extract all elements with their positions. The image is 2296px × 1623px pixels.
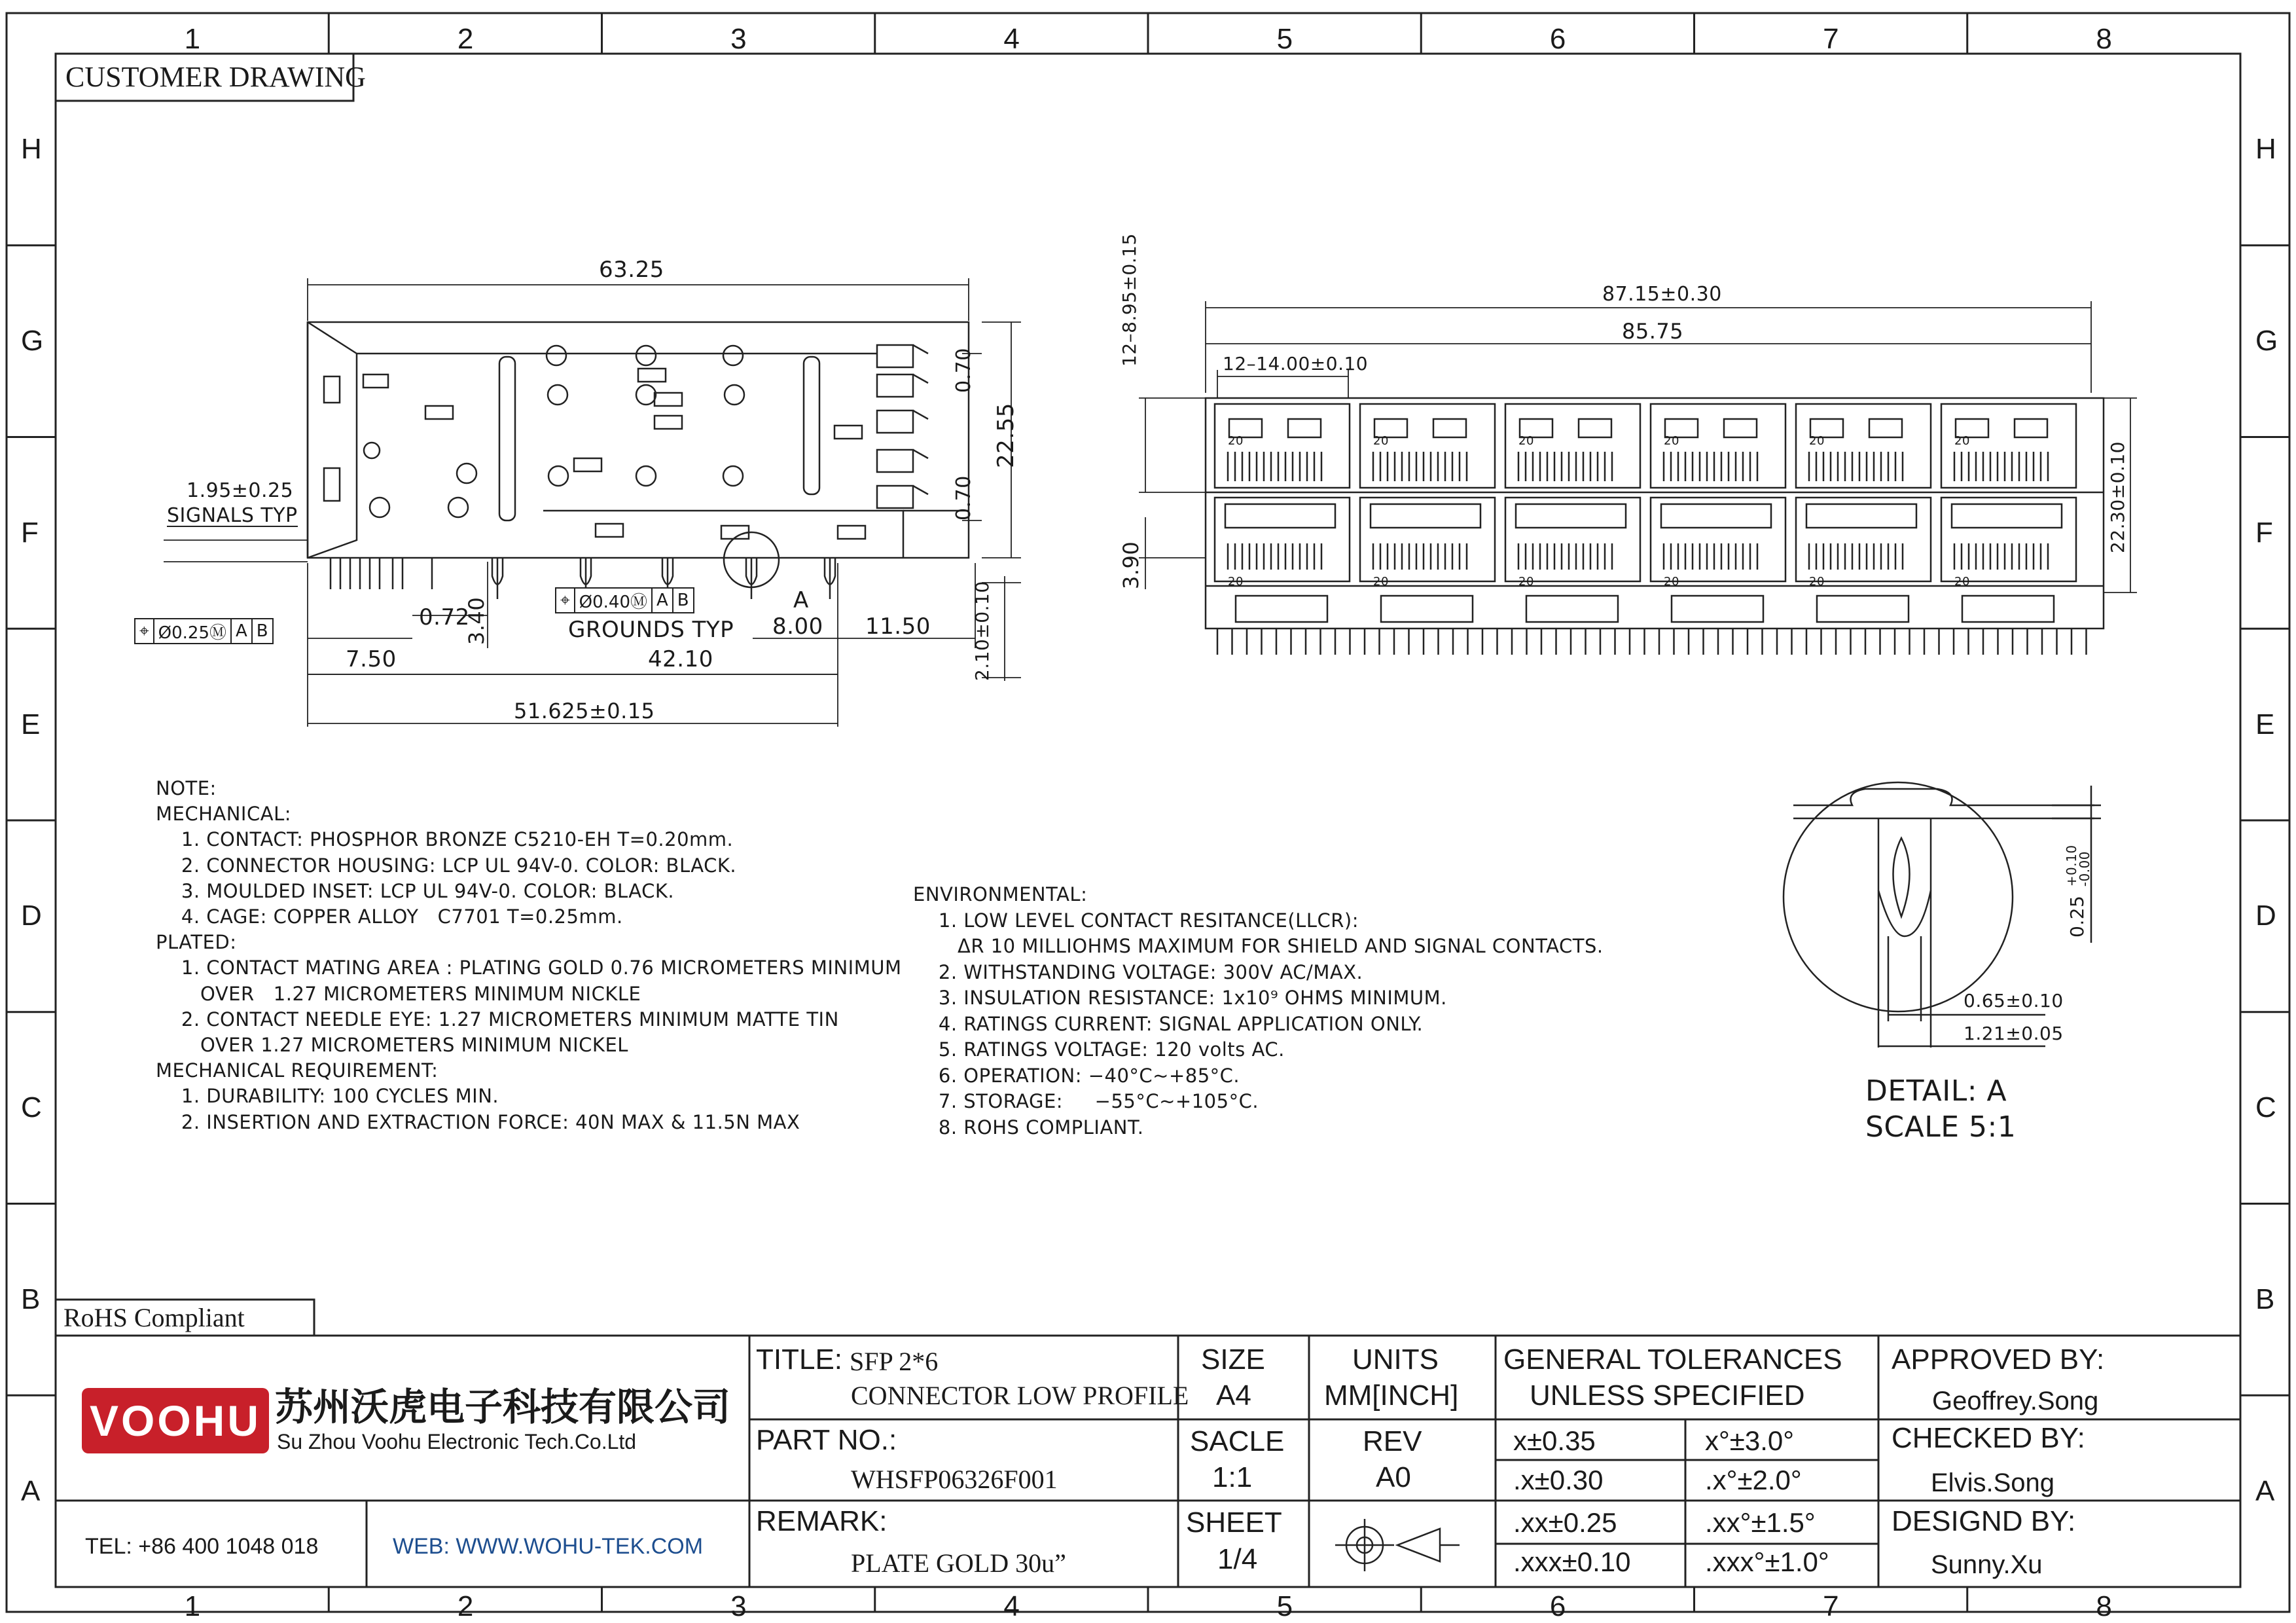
zone-row-G: G [21, 325, 44, 357]
tolerance-header-1: GENERAL TOLERANCES [1503, 1343, 1842, 1376]
zone-row-B: B [21, 1283, 41, 1315]
zone-column-4: 4 [1003, 23, 1020, 55]
dim-025: 0.25 +0.10 -0.00 [2064, 845, 2092, 938]
note-line: 8. ROHS COMPLIANT. [913, 1116, 1144, 1139]
tolerance-header-2: UNLESS SPECIFIED [1530, 1379, 1805, 1412]
detail-scale: SCALE 5:1 [1865, 1110, 2017, 1144]
zone-row-A: A [2255, 1474, 2275, 1507]
company-name-en: Su Zhou Voohu Electronic Tech.Co.Ltd [277, 1430, 637, 1453]
sheet-value: 1/4 [1217, 1543, 1258, 1575]
sheet-label: SHEET [1186, 1506, 1282, 1539]
title-line1: SFP 2*6 [850, 1347, 939, 1376]
pin-number-label: 20 [1518, 434, 1534, 448]
tolerance-cell: .xxx°±1.0° [1705, 1546, 1829, 1577]
rev-label: REV [1363, 1425, 1422, 1457]
dim-12-1400: 12–14.00±0.10 [1223, 353, 1369, 374]
dim-065: 0.65±0.10 [1964, 990, 2064, 1012]
note-line: MECHANICAL: [156, 803, 291, 826]
zone-column-8: 8 [2096, 1590, 2112, 1622]
dim-121: 1.21±0.05 [1964, 1023, 2064, 1044]
zone-column-3: 3 [730, 23, 747, 55]
projection-symbol [1335, 1519, 1460, 1571]
pin-number-label: 20 [1664, 575, 1679, 589]
note-line: MECHANICAL REQUIREMENT: [156, 1059, 439, 1082]
position-icon: ⌖ [135, 619, 154, 643]
note-line: 4. RATINGS CURRENT: SIGNAL APPLICATION ONLY. [913, 1012, 1424, 1035]
checked-label: CHECKED BY: [1892, 1422, 2085, 1454]
pin-number-label: 20 [1809, 434, 1825, 448]
note-line: 2. CONNECTOR HOUSING: LCP UL 94V-0. COLOR: BLACK. [156, 854, 737, 877]
tolerance-cell: x±0.35 [1513, 1425, 1596, 1456]
zone-column-5: 5 [1276, 23, 1293, 55]
zone-column-1: 1 [184, 23, 201, 55]
tolerance-cell: .xx°±1.5° [1705, 1507, 1816, 1538]
zone-row-D: D [21, 900, 42, 932]
logo-text: VOOHU [89, 1396, 262, 1445]
company-name-cn: 苏州沃虎电子科技有限公司 [275, 1385, 731, 1429]
tolerance-cell: .xxx±0.10 [1513, 1546, 1631, 1577]
note-line: 1. DURABILITY: 100 CYCLES MIN. [156, 1085, 499, 1108]
pin-number-label: 20 [1954, 575, 1970, 589]
zone-row-D: D [2255, 900, 2276, 932]
zone-column-7: 7 [1823, 23, 1839, 55]
size-label: SIZE [1201, 1343, 1265, 1376]
pin-number-label: 20 [1518, 575, 1534, 589]
zone-column-7: 7 [1823, 1590, 1839, 1622]
dim-070-top: 0.70 [952, 348, 975, 393]
note-line: 2. CONTACT NEEDLE EYE: 1.27 MICROMETERS MINIMUM MATTE TIN [156, 1008, 839, 1030]
dim-2230: 22.30±0.10 [2107, 441, 2128, 553]
tolerance-cell: .x±0.30 [1513, 1465, 1604, 1495]
note-line: 3. INSULATION RESISTANCE: 1x10⁹ OHMS MINIMUM. [913, 987, 1447, 1009]
remark-value: PLATE GOLD 30u” [851, 1548, 1066, 1578]
zone-column-3: 3 [730, 1590, 747, 1622]
title-line2: CONNECTOR LOW PROFILE [851, 1381, 1189, 1410]
pin-number-label: 20 [1373, 434, 1389, 448]
contact-web: WEB: WWW.WOHU-TEK.COM [393, 1534, 704, 1559]
zone-row-C: C [21, 1091, 42, 1124]
zone-row-G: G [2255, 325, 2278, 357]
grounds-typ-label: GROUNDS TYP [568, 617, 734, 643]
note-line: 1. LOW LEVEL CONTACT RESITANCE(LLCR): [913, 909, 1359, 932]
tolerance-cell: x°±3.0° [1705, 1425, 1795, 1456]
zone-row-C: C [2255, 1091, 2276, 1124]
title-label: TITLE: [756, 1343, 843, 1376]
approved-label: APPROVED BY: [1892, 1343, 2105, 1376]
design-value: Sunny.Xu [1931, 1550, 2043, 1579]
design-label: DESIGND BY: [1892, 1505, 2076, 1537]
note-line: OVER 1.27 MICROMETERS MINIMUM NICKLE [156, 982, 641, 1005]
note-line: 6. OPERATION: −40°C~+85°C. [913, 1064, 1240, 1087]
dim-overall-length: 63.25 [599, 257, 664, 283]
dim-070-bot: 0.70 [952, 475, 975, 520]
remark-label: REMARK: [756, 1505, 888, 1537]
fcf-signal: ⌖ Ø0.25Ⓜ A B [134, 618, 274, 644]
dim-340: 3.40 [464, 596, 489, 645]
note-line: 2. INSERTION AND EXTRACTION FORCE: 40N MAX & 11.5N MAX [156, 1110, 800, 1133]
rev-value: A0 [1376, 1461, 1411, 1493]
pin-number-label: 20 [1664, 434, 1679, 448]
zone-column-6: 6 [1549, 1590, 1566, 1622]
position-icon: ⌖ [556, 589, 575, 612]
tolerance-cell: .xx±0.25 [1513, 1507, 1617, 1538]
note-line: 2. WITHSTANDING VOLTAGE: 300V AC/MAX. [913, 960, 1363, 983]
pin-number-label: 20 [1228, 575, 1244, 589]
note-line: 4. CAGE: COPPER ALLOY C7701 T=0.25mm. [156, 905, 623, 928]
side-view-drawing [308, 322, 969, 599]
checked-value: Elvis.Song [1931, 1468, 2054, 1497]
zone-column-2: 2 [457, 1590, 474, 1622]
note-line: PLATED: [156, 931, 237, 954]
zone-column-2: 2 [457, 23, 474, 55]
part-no-label: PART NO.: [756, 1424, 897, 1456]
zone-row-F: F [2255, 516, 2273, 549]
signals-typ-label: SIGNALS TYP [167, 504, 298, 527]
zone-row-H: H [2255, 133, 2276, 166]
note-line: 7. STORAGE: −55°C~+105°C. [913, 1090, 1259, 1112]
scale-label: SACLE [1190, 1425, 1285, 1457]
dim-072: 0.72 [419, 604, 470, 630]
dim-390: 3.90 [1119, 541, 1143, 589]
units-value: MM[INCH] [1324, 1379, 1459, 1412]
dim-210: 2.10±0.10 [971, 581, 993, 681]
dim-4210: 42.10 [648, 646, 713, 672]
detail-title: DETAIL: A [1865, 1074, 2007, 1108]
dim-signals: 1.95±0.25 [187, 479, 294, 502]
zone-row-E: E [2255, 708, 2275, 740]
zone-row-B: B [2255, 1283, 2275, 1315]
units-label: UNITS [1352, 1343, 1439, 1376]
tolerance-cell: .x°±2.0° [1705, 1465, 1802, 1495]
note-line: NOTE: [156, 777, 217, 799]
pin-number-label: 20 [1809, 575, 1825, 589]
dim-12-895: 12–8.95±0.15 [1119, 233, 1140, 367]
detail-ref: A [793, 587, 809, 613]
zone-row-E: E [21, 708, 41, 740]
zone-column-4: 4 [1003, 1590, 1020, 1622]
zone-column-5: 5 [1276, 1590, 1293, 1622]
company-logo [82, 1388, 269, 1453]
dim-8715: 87.15±0.30 [1602, 283, 1722, 306]
dim-1150: 11.50 [865, 613, 931, 640]
note-line: OVER 1.27 MICROMETERS MINIMUM NICKEL [156, 1034, 628, 1056]
part-no: WHSFP06326F001 [851, 1465, 1058, 1494]
note-line: 3. MOULDED INSET: LCP UL 94V-0. COLOR: BLACK. [156, 879, 675, 902]
note-line: 1. CONTACT MATING AREA : PLATING GOLD 0.76 MICROMETERS MINIMUM [156, 957, 902, 979]
dim-750: 7.50 [346, 646, 397, 672]
customer-drawing-label: CUSTOMER DRAWING [65, 61, 366, 93]
dim-51625: 51.625±0.15 [514, 699, 655, 723]
note-line: ENVIRONMENTAL: [913, 883, 1088, 905]
zone-row-F: F [21, 516, 39, 549]
zone-row-A: A [21, 1474, 41, 1507]
note-line: 1. CONTACT: PHOSPHOR BRONZE C5210-EH T=0.20mm. [156, 828, 734, 851]
contact-tel: TEL: +86 400 1048 018 [85, 1534, 319, 1559]
zone-row-H: H [21, 133, 42, 166]
note-line: ΔR 10 MILLIOHMS MAXIMUM FOR SHIELD AND SIGNAL CONTACTS. [913, 935, 1604, 957]
size-value: A4 [1216, 1379, 1251, 1412]
scale-value: 1:1 [1212, 1461, 1253, 1493]
zone-column-1: 1 [184, 1590, 201, 1622]
dim-8575: 85.75 [1622, 319, 1684, 344]
zone-column-6: 6 [1549, 23, 1566, 55]
approved-value: Geoffrey.Song [1932, 1387, 2099, 1415]
fcf-ground: ⌖ Ø0.40Ⓜ A B [555, 587, 694, 613]
rohs-label: RoHS Compliant [63, 1303, 245, 1332]
zone-column-8: 8 [2096, 23, 2112, 55]
note-line: 5. RATINGS VOLTAGE: 120 volts AC. [913, 1038, 1285, 1061]
pin-number-label: 20 [1373, 575, 1389, 589]
pin-number-label: 20 [1228, 434, 1244, 448]
front-view-dimensions [1139, 301, 2137, 593]
dim-800: 8.00 [772, 613, 823, 640]
dim-2255: 22.55 [993, 403, 1019, 468]
pin-number-label: 20 [1954, 434, 1970, 448]
